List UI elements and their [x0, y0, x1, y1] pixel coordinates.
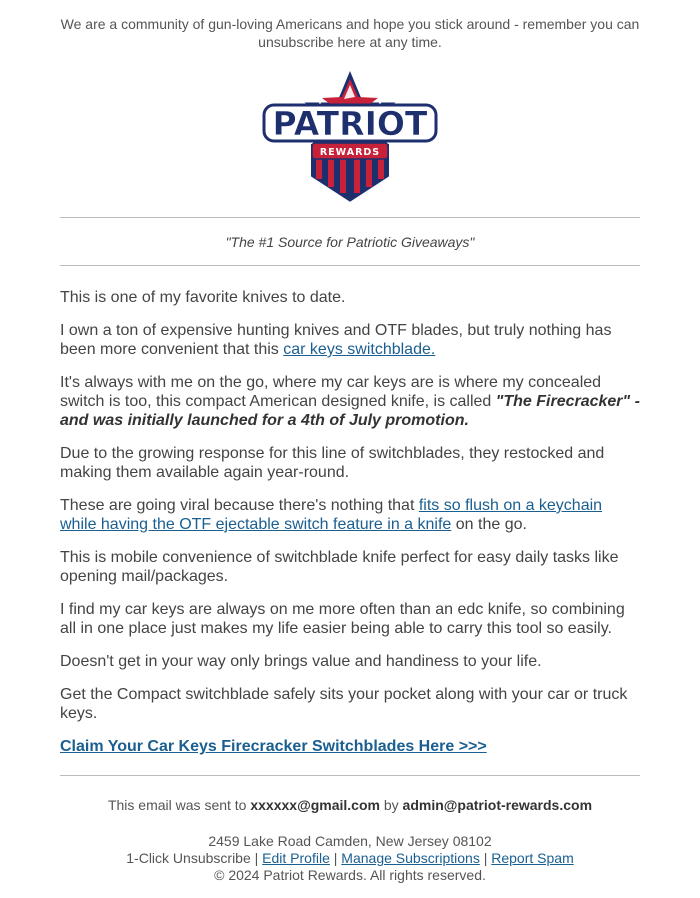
- email-body: [60, 288, 640, 756]
- paragraph: These are going viral because there's nothing that fits so flush on a keychain while having the OTF ejectable switch feature in a knife on the go.: [60, 497, 603, 533]
- logo-word: PATRIOT: [272, 104, 428, 143]
- email-footer: [60, 797, 640, 884]
- report-spam-link[interactable]: Report Spam: [491, 850, 574, 866]
- paragraph: I find my car keys are always on me more often than an edc knife, so combining all in one place just makes my life easier being able to carry this tool so easily.: [60, 601, 625, 637]
- logo-subword: REWARDS: [319, 147, 381, 158]
- claim-switchblades-cta-link[interactable]: Claim Your Car Keys Firecracker Switchblades Here >>>: [60, 738, 487, 755]
- mailing-address: 2459 Lake Road Camden, New Jersey 08102: [208, 833, 492, 849]
- tagline: "The #1 Source for Patriotic Giveaways": [225, 234, 475, 250]
- cta-paragraph: [60, 737, 640, 756]
- paragraph: This is mobile convenience of switchblade knife perfect for easy daily tasks like opening mail/packages.: [60, 549, 619, 585]
- copyright: © 2024 Patriot Rewards. All rights reserved.: [214, 867, 486, 883]
- divider: [60, 775, 640, 776]
- sent-to-line: This email was sent to xxxxxx@gmail.com by admin@patriot-rewards.com: [107, 797, 593, 813]
- firecracker-emphasis: "The Firecracker" - and was initially launched for a 4th of July promotion.: [60, 393, 640, 429]
- paragraph: Due to the growing response for this line of switchblades, they restocked and making them available again year-round.: [60, 445, 605, 481]
- paragraph: This is one of my favorite knives to date.: [60, 289, 346, 306]
- divider: [60, 265, 640, 266]
- manage-subscriptions-link[interactable]: Manage Subscriptions: [341, 850, 480, 866]
- paragraph: Doesn't get in your way only brings value and handiness to your life.: [60, 653, 542, 670]
- intro-text: We are a community of gun-loving Americans and hope you stick around - remember you can unsubscribe here at any time.: [60, 16, 640, 50]
- keychain-otf-link[interactable]: fits so flush on a keychain while having the OTF ejectable switch feature in a knife: [60, 497, 603, 533]
- car-keys-switchblade-link[interactable]: car keys switchblade.: [283, 341, 436, 358]
- divider: [60, 217, 640, 218]
- paragraph: It's always with me on the go, where my car keys are is where my concealed switch is too, this compact American designed knife, is called "The Firecracker" - and was initially launched for a 4th of July promotion.: [60, 374, 640, 429]
- one-click-unsubscribe-text: 1-Click Unsubscribe: [126, 850, 251, 866]
- email-container: [60, 0, 640, 884]
- sender-email: admin@patriot-rewards.com: [402, 797, 593, 813]
- paragraph: I own a ton of expensive hunting knives and OTF blades, but truly nothing has been more convenient that this car keys switchblade.: [60, 322, 612, 358]
- patriot-rewards-logo: [260, 65, 440, 205]
- footer-links: 1-Click Unsubscribe | Edit Profile | Manage Subscriptions | Report Spam: [126, 850, 574, 866]
- paragraph: Get the Compact switchblade safely sits your pocket along with your car or truck keys.: [60, 686, 628, 722]
- recipient-email: xxxxxx@gmail.com: [250, 797, 380, 813]
- edit-profile-link[interactable]: Edit Profile: [262, 850, 330, 866]
